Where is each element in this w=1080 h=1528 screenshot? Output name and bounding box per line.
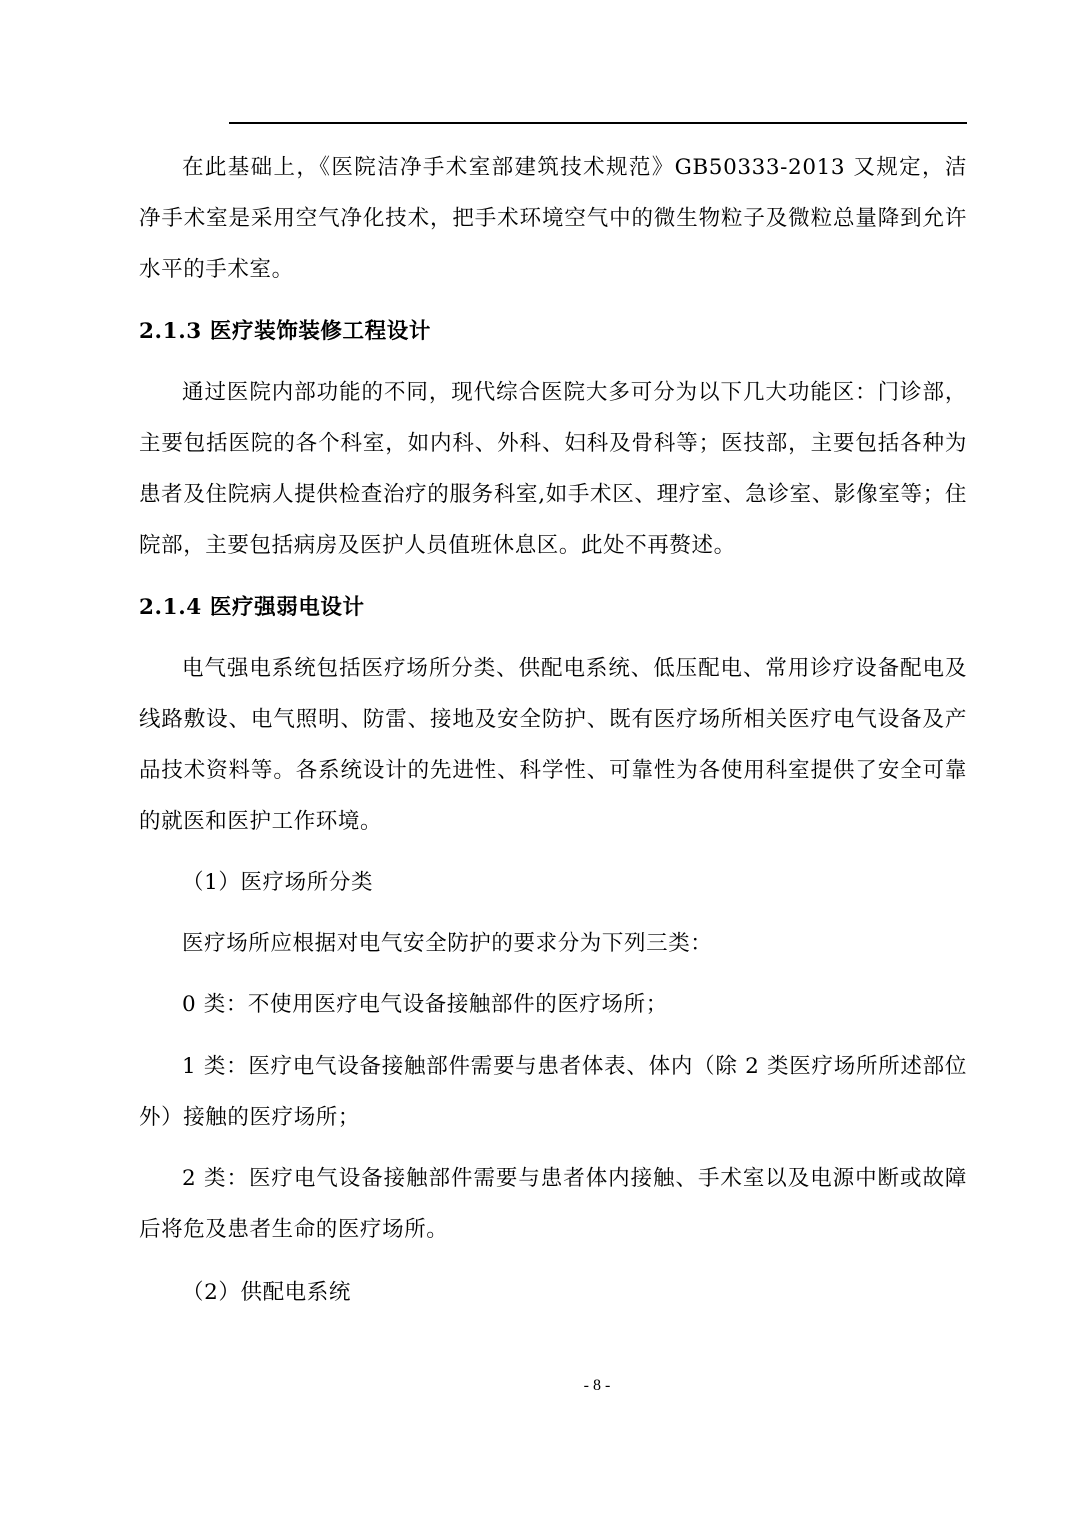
paragraph-electrical-systems: 电气强电系统包括医疗场所分类、供配电系统、低压配电、常用诊疗设备配电及线路敷设、电气照明、防雷、接地及安全防护、既有医疗场所相关医疗电气设备及产品技术资料等。各系统设计的先进性、科学性、可靠性为各使用科室提供了安全可靠的就医和医护工作环境。: [139, 656, 967, 834]
page-number: - 8 -: [583, 1377, 611, 1394]
subheading-medical-site-classification: （1）医疗场所分类: [182, 870, 374, 895]
class-0-item: 0 类：不使用医疗电气设备接触部件的医疗场所；: [182, 992, 668, 1017]
class-2-item: 2 类：医疗电气设备接触部件需要与患者体内接触、手术室以及电源中断或故障后将危及患者生命的医疗场所。: [139, 1166, 967, 1242]
paragraph-clean-operating-room-definition: 在此基础上，《医院洁净手术室部建筑技术规范》GB50333-2013 又规定，洁净手术室是采用空气净化技术，把手术环境空气中的微生物粒子及微粒总量降到允许水平的手术室。: [139, 155, 967, 282]
header-rule: [229, 122, 967, 124]
section-heading-2-1-3: 2.1.3 医疗装饰装修工程设计: [139, 319, 431, 344]
section-heading-2-1-4: 2.1.4 医疗强弱电设计: [139, 595, 365, 620]
class-1-item: 1 类：医疗电气设备接触部件需要与患者体表、体内（除 2 类医疗场所所述部位外）接触的医疗场所；: [139, 1054, 967, 1130]
paragraph-hospital-functional-areas: 通过医院内部功能的不同，现代综合医院大多可分为以下几大功能区：门诊部，主要包括医院的各个科室，如内科、外科、妇科及骨科等；医技部，主要包括各种为患者及住院病人提供检查治疗的服务科室,如手术区、理疗室、急诊室、影像室等；住院部，主要包括病房及医护人员值班休息区。此处不再赘述。: [139, 380, 967, 558]
classification-intro: 医疗场所应根据对电气安全防护的要求分为下列三类：: [182, 931, 713, 956]
subheading-power-supply-system: （2）供配电系统: [182, 1280, 351, 1305]
